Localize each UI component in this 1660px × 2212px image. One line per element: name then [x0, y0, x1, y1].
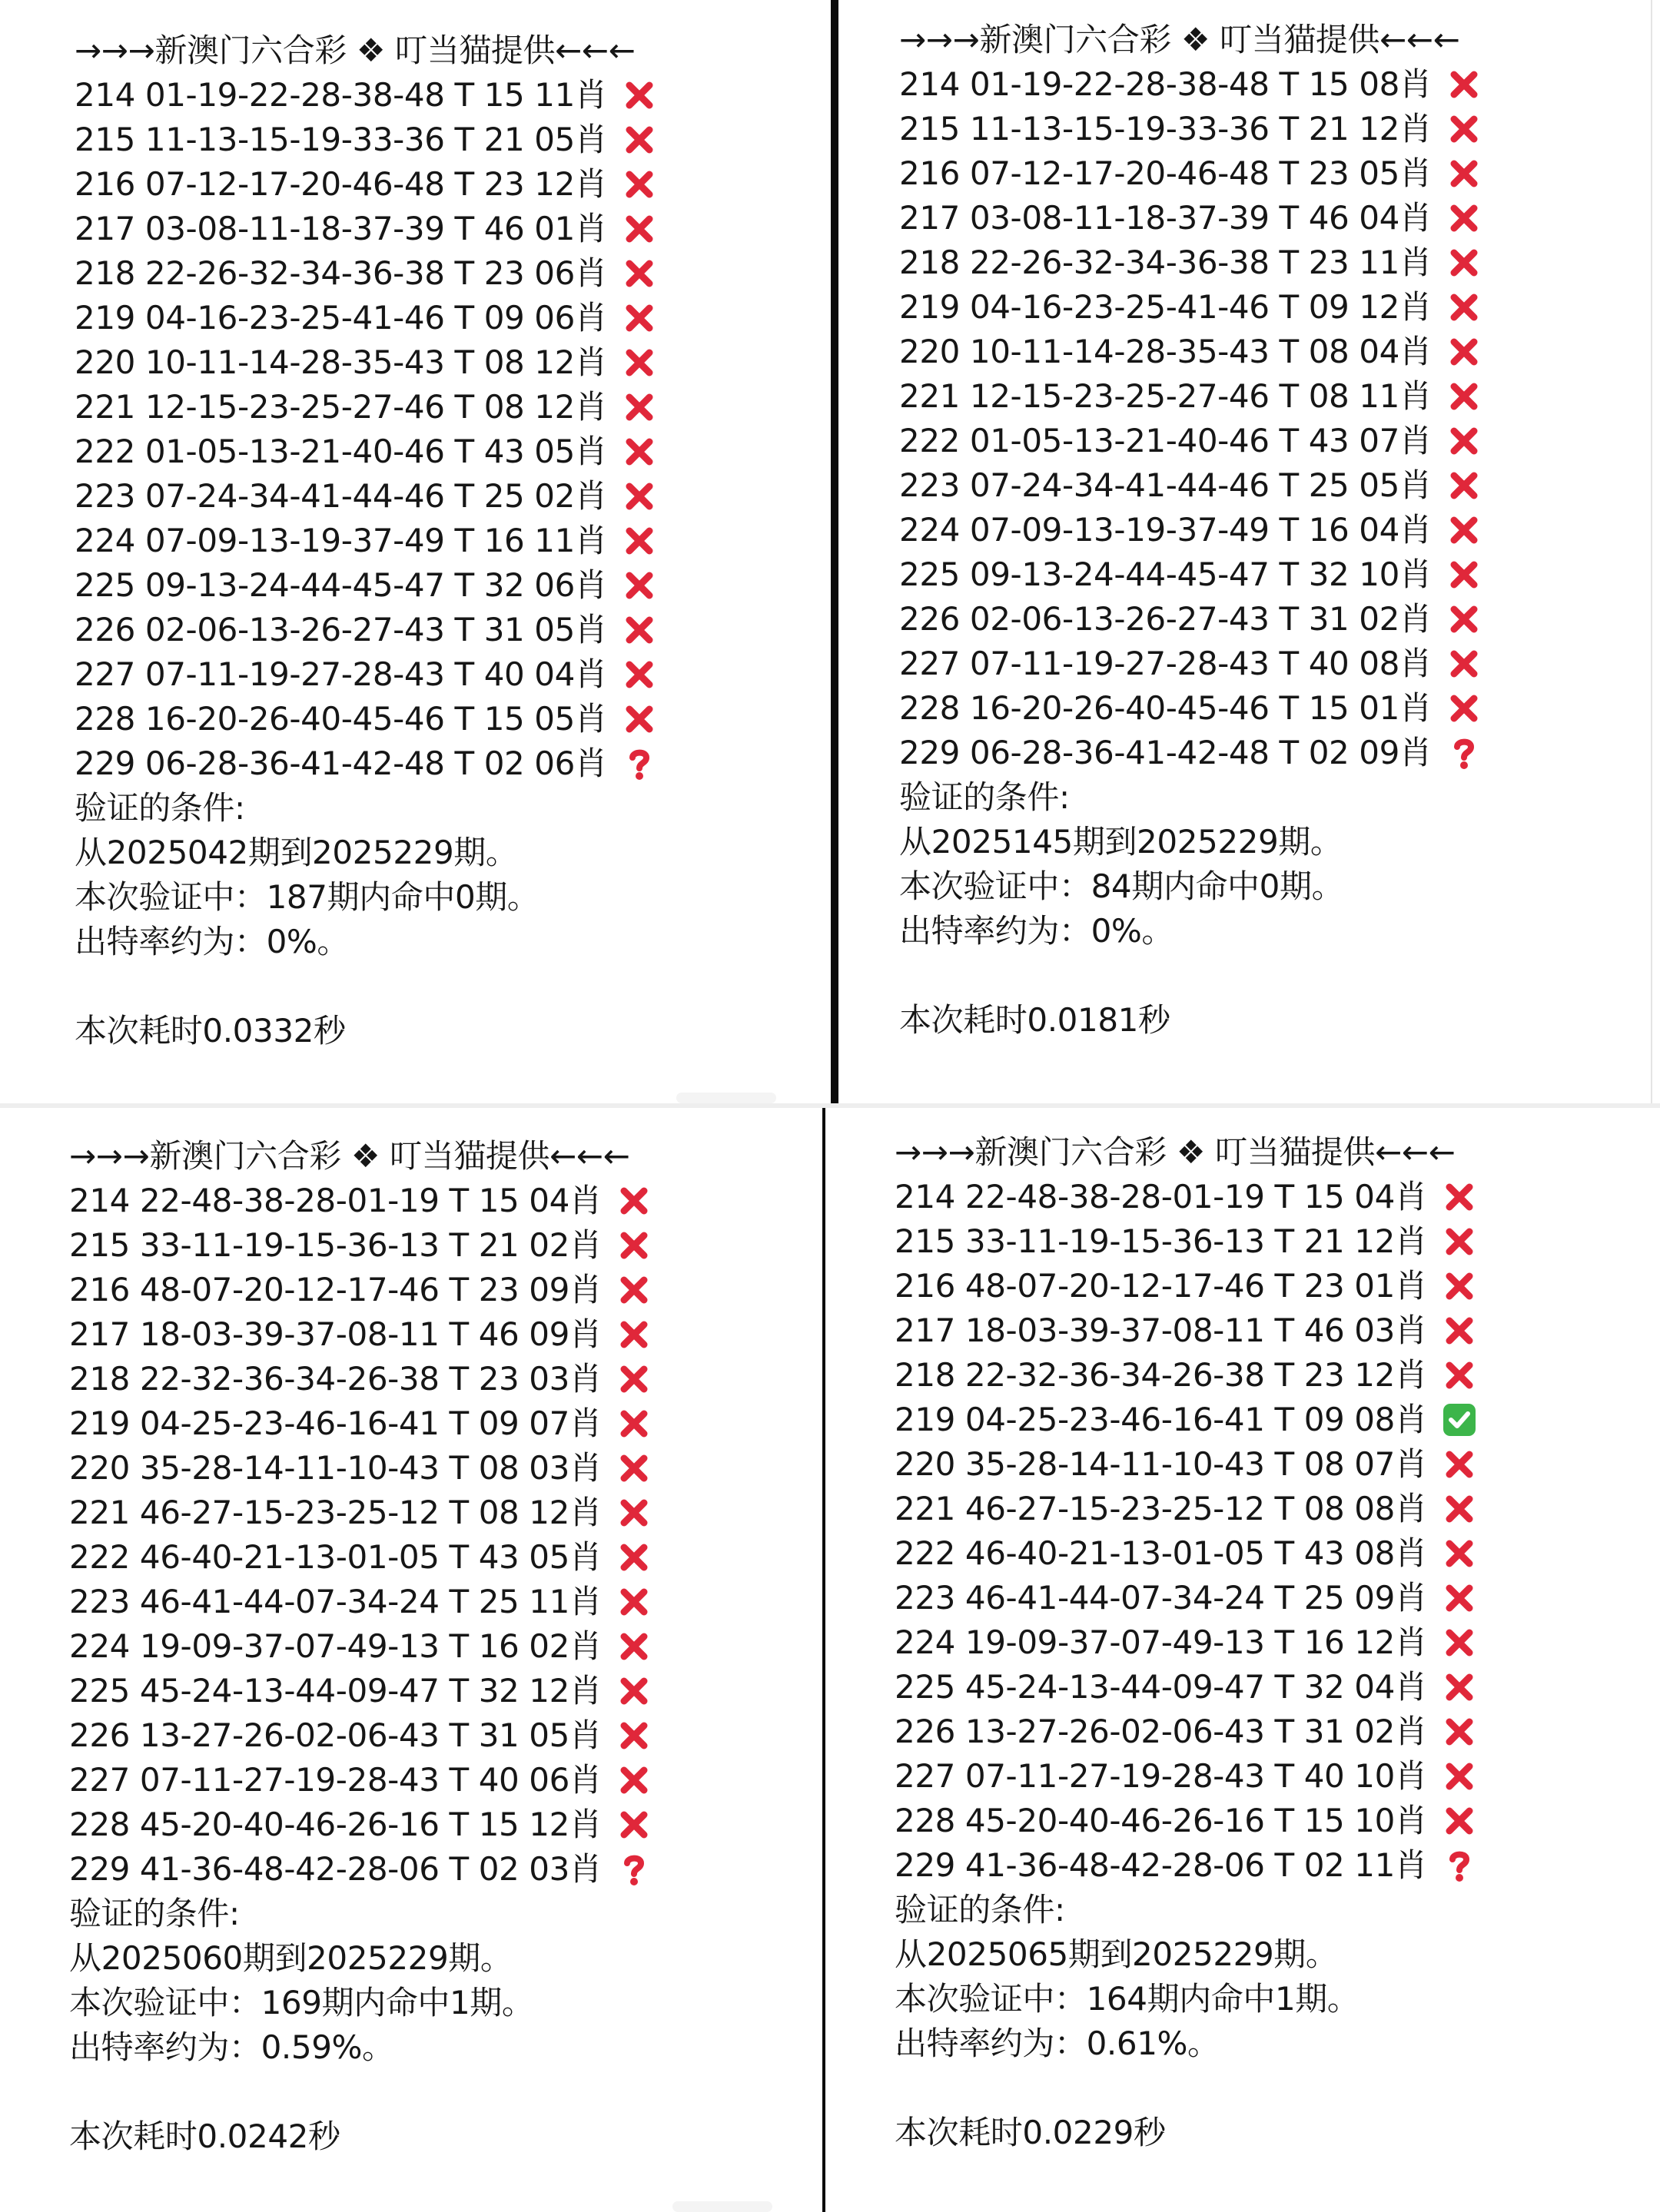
result-row: [895, 1620, 1476, 1665]
cross-mark-icon: [1443, 1358, 1476, 1392]
result-row: [899, 196, 1481, 240]
panel-header: →→→新澳门六合彩 ❖ 叮当猫提供←←←: [69, 1137, 630, 1175]
result-row-text: 219 04-25-23-46-16-41 T 09 08肖: [895, 1401, 1427, 1438]
result-row: [69, 1268, 651, 1312]
condition-label: 验证的条件:: [895, 1891, 1065, 1928]
result-row-text: 216 07-12-17-20-46-48 T 23 05肖: [899, 154, 1432, 192]
result-row: [899, 552, 1481, 597]
question-mark-icon: [1447, 736, 1481, 770]
result-row-text: 229 06-28-36-41-42-48 T 02 06肖: [75, 745, 607, 782]
result-row-text: 226 13-27-26-02-06-43 T 31 02肖: [895, 1713, 1427, 1750]
cross-mark-icon: [1447, 647, 1481, 681]
result-row: [75, 429, 656, 474]
result-row: [75, 608, 656, 652]
panel-header: →→→新澳门六合彩 ❖ 叮当猫提供←←←: [895, 1133, 1456, 1171]
result-row-text: 222 01-05-13-21-40-46 T 43 05肖: [75, 433, 607, 470]
result-row: [69, 1401, 651, 1446]
cross-mark-icon: [1443, 1804, 1476, 1838]
cross-mark-icon: [617, 1808, 651, 1842]
result-row: [69, 1713, 651, 1758]
result-row: [75, 296, 656, 340]
cross-mark-icon: [622, 167, 656, 201]
result-row-text: 227 07-11-19-27-28-43 T 40 08肖: [899, 645, 1432, 682]
cross-mark-icon: [622, 212, 656, 246]
cross-mark-icon: [617, 1451, 651, 1485]
cross-mark-icon: [622, 569, 656, 602]
result-row-text: 220 35-28-14-11-10-43 T 08 07肖: [895, 1445, 1427, 1483]
result-row-text: 223 07-24-34-41-44-46 T 25 02肖: [75, 477, 607, 515]
result-row: [69, 1312, 651, 1357]
result-row-text: 214 22-48-38-28-01-19 T 15 04肖: [895, 1178, 1427, 1215]
result-row: [899, 62, 1481, 107]
screenshot-panel-bottom-left: [0, 1108, 822, 2212]
cross-mark-icon: [617, 1318, 651, 1351]
result-row-text: 221 46-27-15-23-25-12 T 08 12肖: [69, 1494, 602, 1531]
hit-rate: 出特率约为：0.59%。: [69, 2028, 394, 2066]
cross-mark-icon: [1443, 1269, 1476, 1303]
result-row: [69, 1847, 651, 1892]
result-row: [899, 463, 1481, 508]
cross-mark-icon: [1443, 1759, 1476, 1793]
result-row: [895, 1219, 1476, 1264]
result-list: [75, 73, 656, 786]
result-row-text: 224 07-09-13-19-37-49 T 16 04肖: [899, 511, 1432, 549]
result-row: [895, 1710, 1476, 1754]
result-row-text: 229 41-36-48-42-28-06 T 02 11肖: [895, 1846, 1427, 1884]
result-row-text: 229 06-28-36-41-42-48 T 02 09肖: [899, 734, 1432, 771]
cross-mark-icon: [617, 1407, 651, 1441]
condition-label: 验证的条件:: [69, 1895, 240, 1932]
result-row: [895, 1531, 1476, 1576]
result-row-text: 225 09-13-24-44-45-47 T 32 06肖: [75, 566, 607, 604]
result-row: [899, 508, 1481, 552]
cross-mark-icon: [617, 1763, 651, 1797]
panel-content: [75, 28, 656, 1053]
cross-mark-icon: [617, 1674, 651, 1708]
result-row-text: 219 04-16-23-25-41-46 T 09 12肖: [899, 288, 1432, 326]
result-row: [895, 1175, 1476, 1219]
cross-mark-icon: [1443, 1626, 1476, 1660]
result-row-text: 223 46-41-44-07-34-24 T 25 11肖: [69, 1583, 602, 1620]
panel-content: [69, 1134, 651, 2159]
result-row: [899, 107, 1481, 151]
period-range: 从2025065期到2025229期。: [895, 1935, 1338, 1973]
result-row: [75, 652, 656, 697]
result-row: [895, 1442, 1476, 1487]
result-row: [75, 207, 656, 251]
cross-mark-icon: [1447, 201, 1481, 235]
result-row: [895, 1576, 1476, 1620]
result-row-text: 218 22-26-32-34-36-38 T 23 11肖: [899, 244, 1432, 281]
result-row-text: 225 09-13-24-44-45-47 T 32 10肖: [899, 555, 1432, 593]
result-row-text: 224 19-09-37-07-49-13 T 16 02肖: [69, 1627, 602, 1665]
result-row: [899, 419, 1481, 463]
result-row-text: 214 01-19-22-28-38-48 T 15 08肖: [899, 65, 1432, 103]
cross-mark-icon: [622, 435, 656, 469]
cross-mark-icon: [1443, 1314, 1476, 1348]
result-row-text: 223 07-24-34-41-44-46 T 25 05肖: [899, 466, 1432, 504]
result-row: [899, 731, 1481, 775]
result-row: [899, 240, 1481, 285]
result-row-text: 217 03-08-11-18-37-39 T 46 01肖: [75, 210, 607, 247]
result-row: [75, 73, 656, 118]
panel-content: [899, 18, 1481, 1043]
home-indicator: [672, 2201, 772, 2212]
cross-mark-icon: [1447, 290, 1481, 324]
result-row-text: 221 12-15-23-25-27-46 T 08 11肖: [899, 377, 1432, 415]
cross-mark-icon: [1443, 1225, 1476, 1259]
result-row-text: 215 11-13-15-19-33-36 T 21 12肖: [899, 110, 1432, 148]
result-row-text: 226 02-06-13-26-27-43 T 31 05肖: [75, 611, 607, 648]
hit-rate: 出特率约为：0.61%。: [895, 2025, 1220, 2062]
cross-mark-icon: [1443, 1581, 1476, 1615]
result-row-text: 227 07-11-27-19-28-43 T 40 10肖: [895, 1757, 1427, 1795]
result-row: [75, 251, 656, 296]
cross-mark-icon: [622, 123, 656, 157]
cross-mark-icon: [1447, 112, 1481, 146]
result-row: [899, 285, 1481, 330]
cross-mark-icon: [617, 1496, 651, 1530]
hit-summary: 本次验证中：84期内命中0期。: [899, 867, 1344, 905]
cross-mark-icon: [622, 390, 656, 424]
result-row-text: 224 07-09-13-19-37-49 T 16 11肖: [75, 522, 607, 559]
cross-mark-icon: [1447, 558, 1481, 592]
result-row-text: 220 35-28-14-11-10-43 T 08 03肖: [69, 1449, 602, 1487]
cross-mark-icon: [617, 1229, 651, 1262]
cross-mark-icon: [1443, 1670, 1476, 1704]
condition-label: 验证的条件:: [899, 778, 1070, 816]
hit-rate: 出特率约为：0%。: [899, 912, 1174, 950]
result-row-text: 218 22-32-36-34-26-38 T 23 03肖: [69, 1360, 602, 1398]
result-row: [895, 1353, 1476, 1398]
cross-mark-icon: [622, 702, 656, 736]
cross-mark-icon: [1447, 68, 1481, 101]
result-row-text: 218 22-26-32-34-36-38 T 23 06肖: [75, 254, 607, 292]
result-row: [75, 474, 656, 519]
cross-mark-icon: [617, 1630, 651, 1663]
panel-header: →→→新澳门六合彩 ❖ 叮当猫提供←←←: [75, 32, 636, 69]
result-row: [69, 1357, 651, 1401]
result-row: [899, 597, 1481, 642]
question-mark-icon: [1443, 1849, 1476, 1882]
screenshot-panel-bottom-right: [822, 1108, 1660, 2212]
cross-mark-icon: [1443, 1180, 1476, 1214]
result-row-text: 215 33-11-19-15-36-13 T 21 02肖: [69, 1226, 602, 1264]
result-row: [899, 374, 1481, 419]
result-row: [69, 1223, 651, 1268]
result-row-text: 219 04-25-23-46-16-41 T 09 07肖: [69, 1404, 602, 1442]
result-row: [75, 697, 656, 741]
cross-mark-icon: [617, 1362, 651, 1396]
result-row-text: 221 46-27-15-23-25-12 T 08 08肖: [895, 1490, 1427, 1527]
cross-mark-icon: [622, 613, 656, 647]
result-row: [75, 118, 656, 162]
period-range: 从2025042期到2025229期。: [75, 834, 518, 871]
cross-mark-icon: [1447, 513, 1481, 547]
cross-mark-icon: [622, 257, 656, 290]
period-range: 从2025145期到2025229期。: [899, 823, 1343, 861]
result-row: [69, 1669, 651, 1713]
result-row-text: 214 01-19-22-28-38-48 T 15 11肖: [75, 76, 607, 114]
cross-mark-icon: [622, 524, 656, 558]
result-row-text: 227 07-11-27-19-28-43 T 40 06肖: [69, 1761, 602, 1799]
result-row-text: 223 46-41-44-07-34-24 T 25 09肖: [895, 1579, 1427, 1617]
cross-mark-icon: [1447, 246, 1481, 280]
result-row: [75, 340, 656, 385]
result-row: [69, 1624, 651, 1669]
cross-mark-icon: [622, 479, 656, 513]
result-row: [895, 1665, 1476, 1710]
result-row-text: 222 46-40-21-13-01-05 T 43 05肖: [69, 1538, 602, 1576]
result-row: [69, 1802, 651, 1847]
screenshot-panel-top-right: [826, 0, 1660, 1103]
cross-mark-icon: [1443, 1537, 1476, 1570]
result-row: [69, 1535, 651, 1580]
cross-mark-icon: [622, 78, 656, 112]
cross-mark-icon: [617, 1585, 651, 1619]
result-row-text: 229 41-36-48-42-28-06 T 02 03肖: [69, 1850, 602, 1888]
result-row-text: 228 45-20-40-46-26-16 T 15 12肖: [69, 1806, 602, 1843]
result-row-text: 216 07-12-17-20-46-48 T 23 12肖: [75, 165, 607, 203]
result-row-text: 215 11-13-15-19-33-36 T 21 05肖: [75, 121, 607, 158]
cross-mark-icon: [1443, 1448, 1476, 1481]
cross-mark-icon: [617, 1719, 651, 1753]
result-row: [75, 162, 656, 207]
cross-mark-icon: [1447, 691, 1481, 725]
question-mark-icon: [617, 1852, 651, 1886]
cross-mark-icon: [617, 1273, 651, 1307]
cross-mark-icon: [622, 301, 656, 335]
result-row-text: 228 45-20-40-46-26-16 T 15 10肖: [895, 1802, 1427, 1839]
cross-mark-icon: [1447, 380, 1481, 413]
result-row-text: 218 22-32-36-34-26-38 T 23 12肖: [895, 1356, 1427, 1394]
panel-header: →→→新澳门六合彩 ❖ 叮当猫提供←←←: [899, 21, 1460, 58]
elapsed-time: 本次耗时0.0332秒: [75, 1012, 346, 1050]
result-row-text: 228 16-20-26-40-45-46 T 15 01肖: [899, 689, 1432, 727]
elapsed-time: 本次耗时0.0181秒: [899, 1001, 1170, 1039]
result-row-text: 220 10-11-14-28-35-43 T 08 04肖: [899, 333, 1432, 370]
result-row-text: 226 13-27-26-02-06-43 T 31 05肖: [69, 1716, 602, 1754]
result-row-text: 221 12-15-23-25-27-46 T 08 12肖: [75, 388, 607, 426]
check-mark-icon: [1443, 1403, 1476, 1437]
result-row: [899, 686, 1481, 731]
result-row-text: 228 16-20-26-40-45-46 T 15 05肖: [75, 700, 607, 738]
result-row: [895, 1398, 1476, 1442]
result-row-text: 224 19-09-37-07-49-13 T 16 12肖: [895, 1623, 1427, 1661]
result-row-text: 222 46-40-21-13-01-05 T 43 08肖: [895, 1534, 1427, 1572]
result-row: [75, 519, 656, 563]
result-row: [899, 151, 1481, 196]
result-row-text: 217 03-08-11-18-37-39 T 46 04肖: [899, 199, 1432, 237]
result-row-text: 216 48-07-20-12-17-46 T 23 01肖: [895, 1267, 1427, 1305]
result-row: [895, 1308, 1476, 1353]
result-row: [895, 1264, 1476, 1308]
result-row-text: 222 01-05-13-21-40-46 T 43 07肖: [899, 422, 1432, 459]
period-range: 从2025060期到2025229期。: [69, 1939, 513, 1977]
result-row: [69, 1446, 651, 1491]
cross-mark-icon: [1443, 1715, 1476, 1749]
cross-mark-icon: [1447, 469, 1481, 502]
result-row: [895, 1754, 1476, 1799]
result-list: [69, 1179, 651, 1892]
result-row-text: 215 33-11-19-15-36-13 T 21 12肖: [895, 1222, 1427, 1260]
hit-summary: 本次验证中：164期内命中1期。: [895, 1980, 1360, 2018]
result-row-text: 220 10-11-14-28-35-43 T 08 12肖: [75, 343, 607, 381]
condition-label: 验证的条件:: [75, 789, 245, 827]
result-row-text: 216 48-07-20-12-17-46 T 23 09肖: [69, 1271, 602, 1308]
result-row-text: 219 04-16-23-25-41-46 T 09 06肖: [75, 299, 607, 337]
cross-mark-icon: [622, 346, 656, 380]
result-row: [69, 1491, 651, 1535]
result-row: [895, 1487, 1476, 1531]
result-row: [895, 1843, 1476, 1888]
result-row: [899, 330, 1481, 374]
result-row-text: 217 18-03-39-37-08-11 T 46 03肖: [895, 1312, 1427, 1349]
cross-mark-icon: [1443, 1492, 1476, 1526]
screenshot-panel-top-left: [0, 0, 826, 1103]
cross-mark-icon: [617, 1540, 651, 1574]
result-list: [895, 1175, 1476, 1888]
cross-mark-icon: [1447, 602, 1481, 636]
result-row-text: 226 02-06-13-26-27-43 T 31 02肖: [899, 600, 1432, 638]
result-row-text: 214 22-48-38-28-01-19 T 15 04肖: [69, 1182, 602, 1219]
result-row: [69, 1179, 651, 1223]
elapsed-time: 本次耗时0.0242秒: [69, 2117, 340, 2155]
result-row: [75, 563, 656, 608]
cross-mark-icon: [1447, 424, 1481, 458]
cross-mark-icon: [617, 1184, 651, 1218]
result-row: [75, 385, 656, 429]
hit-rate: 出特率约为：0%。: [75, 923, 350, 960]
cross-mark-icon: [1447, 157, 1481, 191]
result-row: [69, 1758, 651, 1802]
panel-content: [895, 1130, 1476, 2155]
result-row-text: 217 18-03-39-37-08-11 T 46 09肖: [69, 1315, 602, 1353]
cross-mark-icon: [1447, 335, 1481, 369]
result-row-text: 225 45-24-13-44-09-47 T 32 04肖: [895, 1668, 1427, 1706]
elapsed-time: 本次耗时0.0229秒: [895, 2114, 1166, 2151]
result-row: [899, 642, 1481, 686]
result-row: [75, 741, 656, 786]
home-indicator: [676, 1093, 776, 1103]
hit-summary: 本次验证中：187期内命中0期。: [75, 878, 540, 916]
result-row-text: 227 07-11-19-27-28-43 T 40 04肖: [75, 655, 607, 693]
hit-summary: 本次验证中：169期内命中1期。: [69, 1984, 534, 2021]
question-mark-icon: [622, 747, 656, 781]
result-row: [895, 1799, 1476, 1843]
result-list: [899, 62, 1481, 775]
result-row: [69, 1580, 651, 1624]
cross-mark-icon: [622, 658, 656, 691]
result-row-text: 225 45-24-13-44-09-47 T 32 12肖: [69, 1672, 602, 1710]
